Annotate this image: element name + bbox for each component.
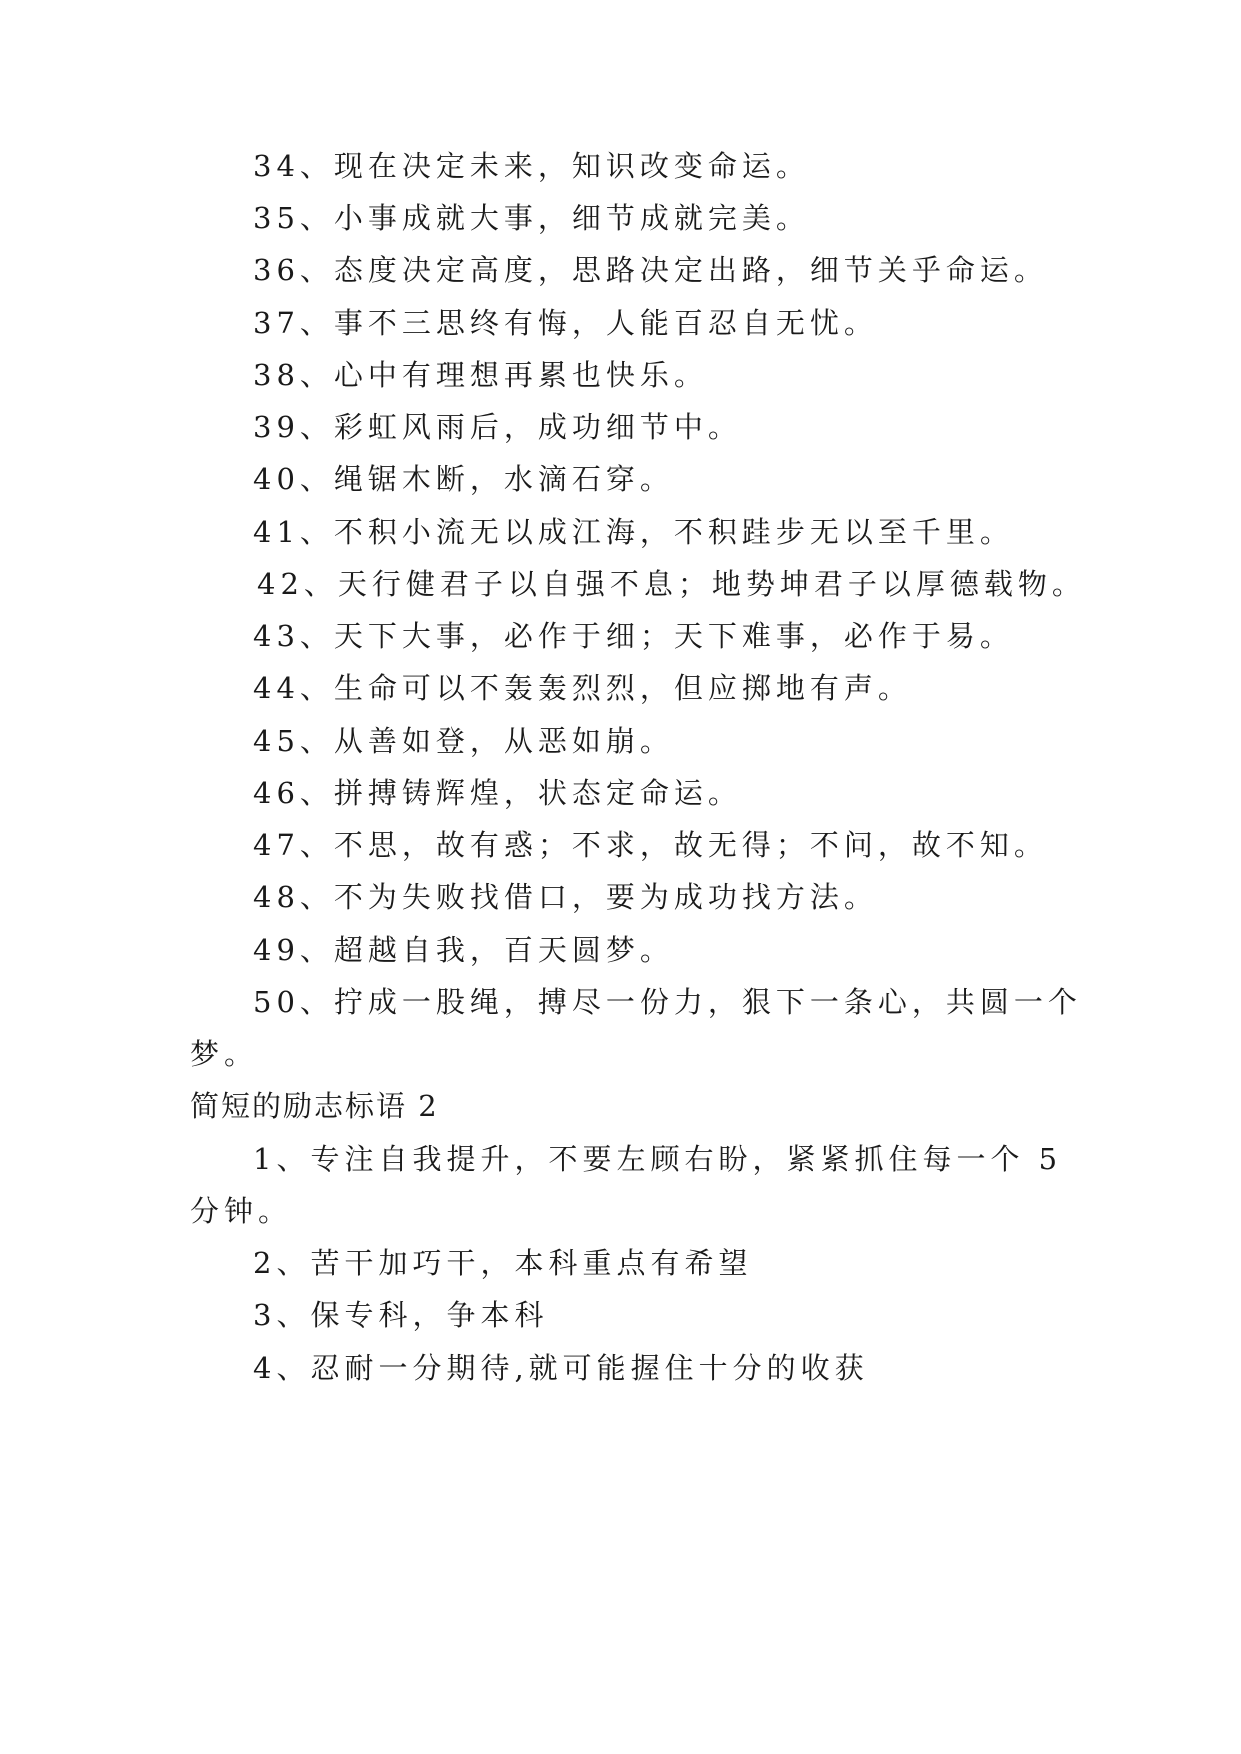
list-item: 38、心中有理想再累也快乐。 (253, 358, 708, 392)
list-item-continuation: 梦。 (190, 1037, 259, 1071)
list-item: 48、不为失败找借口，要为成功找方法。 (253, 880, 878, 914)
list-item: 42、天行健君子以自强不息；地势坤君子以厚德载物。 (257, 567, 1086, 601)
list-item: 34、现在决定未来，知识改变命运。 (253, 149, 810, 183)
list-item: 35、小事成就大事，细节成就完美。 (253, 201, 810, 235)
list-item-continuation: 分钟。 (190, 1194, 293, 1228)
list-item: 49、超越自我，百天圆梦。 (253, 933, 674, 967)
list-item-line: 1、专注自我提升，不要左顾右盼，紧紧抓住每一个 5 (253, 1142, 1063, 1176)
list-item-line: 50、拧成一股绳，搏尽一份力，狠下一条心，共圆一个 (253, 985, 1082, 1019)
list-item: 44、生命可以不轰轰烈烈，但应掷地有声。 (253, 671, 912, 705)
list-item: 39、彩虹风雨后，成功细节中。 (253, 410, 742, 444)
list-item: 43、天下大事，必作于细；天下难事，必作于易。 (253, 619, 1014, 653)
list-item: 40、绳锯木断，水滴石穿。 (253, 462, 674, 496)
list-item: 3、保专科，争本科 (253, 1298, 549, 1332)
list-item: 4、忍耐一分期待,就可能握住十分的收获 (253, 1351, 869, 1385)
list-item: 46、拼搏铸辉煌，状态定命运。 (253, 776, 742, 810)
list-item: 2、苦干加巧干，本科重点有希望 (253, 1246, 753, 1280)
list-item: 37、事不三思终有悔，人能百忍自无忧。 (253, 306, 878, 340)
list-item: 45、从善如登，从恶如崩。 (253, 724, 674, 758)
list-item: 36、态度决定高度，思路决定出路，细节关乎命运。 (253, 253, 1048, 287)
section-heading: 简短的励志标语 2 (190, 1089, 439, 1123)
list-item: 41、不积小流无以成江海，不积跬步无以至千里。 (253, 515, 1014, 549)
list-item: 47、不思，故有惑；不求，故无得；不问，故不知。 (253, 828, 1048, 862)
